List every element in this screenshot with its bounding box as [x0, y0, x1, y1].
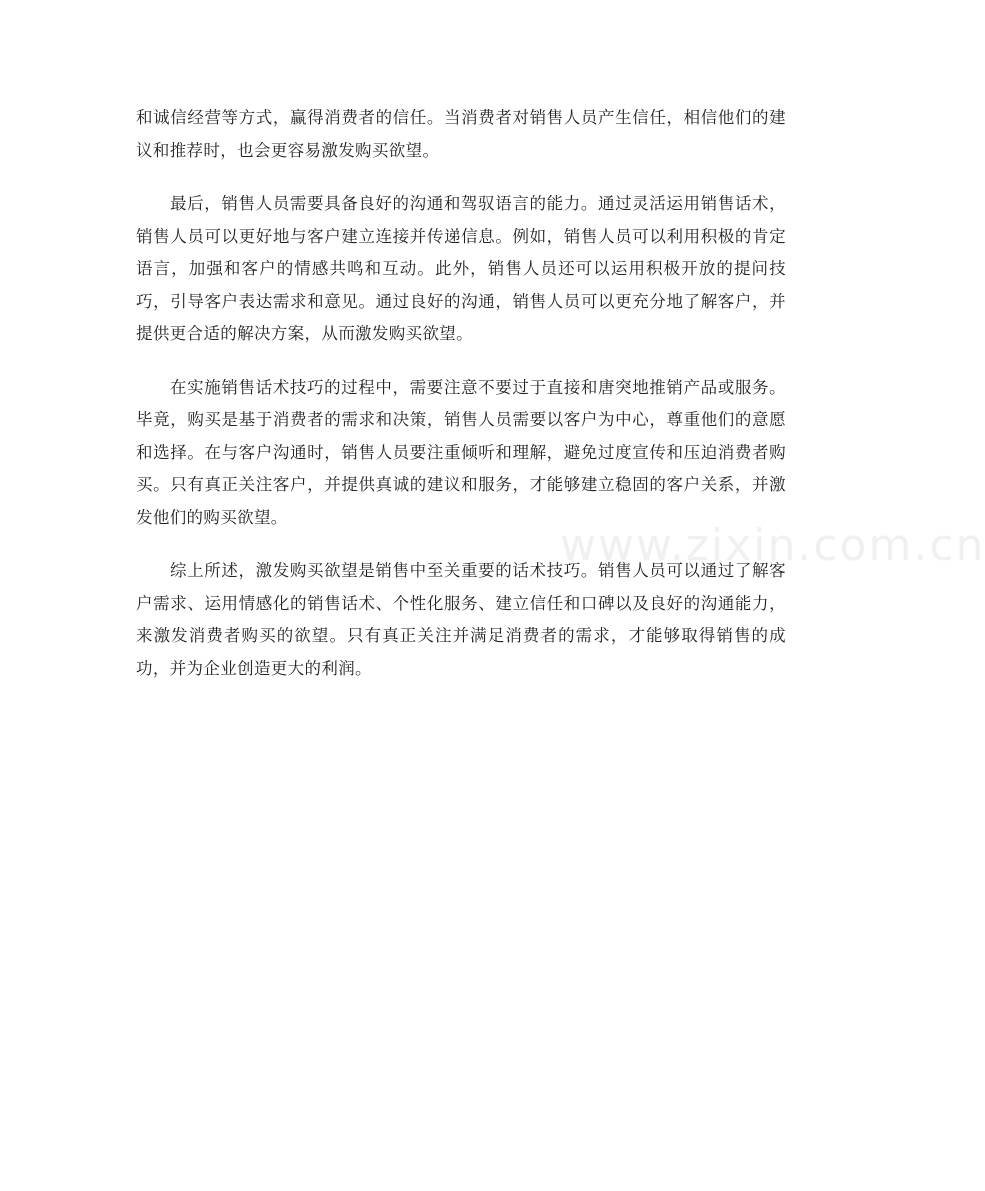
paragraph-3: 在实施销售话术技巧的过程中，需要注意不要过于直接和唐突地推销产品或服务。毕竟，购买是基于消费者的需求和决策，销售人员需要以客户为中心，尊重他们的意愿和选择。在与客户沟通时，销售人员要注重倾听和理解，避免过度宣传和压迫消费者购买。只有真正关注客户，并提供真诚的建议和服务，才能够建立稳固的客户关系，并激发他们的购买欲望。 [136, 377, 786, 527]
watermark: www.zixin.com.cn [560, 520, 985, 571]
document-body [136, 102, 786, 706]
paragraph-2: 最后，销售人员需要具备良好的沟通和驾驭语言的能力。通过灵活运用销售话术，销售人员可以更好地与客户建立连接并传递信息。例如，销售人员可以利用积极的肯定语言，加强和客户的情感共鸣和互动。此外，销售人员还可以运用积极开放的提问技巧，引导客户表达需求和意见。通过良好的沟通，销售人员可以更充分地了解客户，并提供更合适的解决方案，从而激发购买欲望。 [136, 194, 786, 343]
paragraph-1: 和诚信经营等方式，赢得消费者的信任。当消费者对销售人员产生信任，相信他们的建议和推荐时，也会更容易激发购买欲望。 [136, 108, 786, 160]
paragraph-4: 综上所述，激发购买欲望是销售中至关重要的话术技巧。销售人员可以通过了解客户需求、运用情感化的销售话术、个性化服务、建立信任和口碑以及良好的沟通能力，来激发消费者购买的欲望。只有真正关注并满足消费者的需求，才能够取得销售的成功，并为企业创造更大的利润。 [136, 561, 786, 678]
